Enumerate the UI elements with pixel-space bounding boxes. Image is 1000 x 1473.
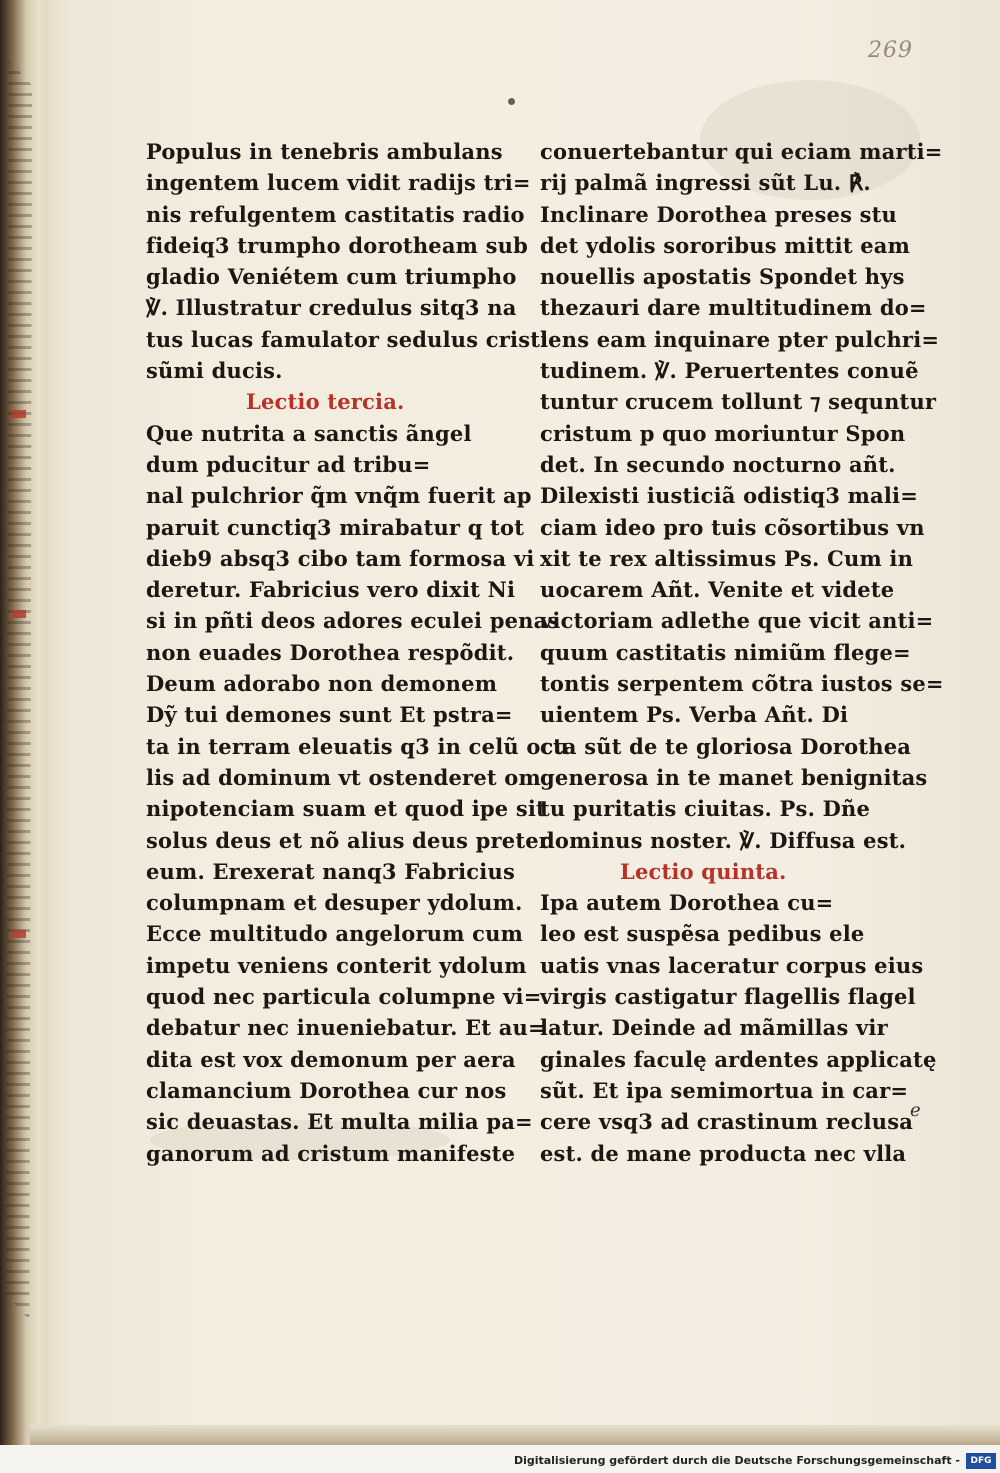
text-line: cere vsq3 ad crastinum reclusa xyxy=(540,1109,914,1135)
text-line: solus deus et nõ alius deus preter xyxy=(146,827,551,853)
text-line: ta in terram eleuatis q3 in celũ ocu xyxy=(146,733,570,759)
text-line: ganorum ad cristum manifeste xyxy=(146,1140,516,1166)
text-line: debatur nec inueniebatur. Et au= xyxy=(146,1015,546,1041)
facing-page-text xyxy=(6,60,32,1320)
text-line: paruit cunctiq3 mirabatur q tot xyxy=(146,514,525,540)
dfg-logo-icon: DFG xyxy=(966,1453,996,1469)
text-line: victoriam adlethe que vicit anti= xyxy=(540,608,934,634)
lectio-heading: Lectio tercia. xyxy=(246,389,405,415)
text-line: nis refulgentem castitatis radio xyxy=(146,201,525,227)
text-line: Dỹ tui demones sunt Et pstra= xyxy=(146,702,513,728)
text-line: sũmi ducis. xyxy=(146,358,283,384)
margin-mark: ℯ xyxy=(910,1100,921,1121)
right-text-column xyxy=(540,136,944,1169)
text-line: cristum p quo moriuntur Spon xyxy=(540,420,906,446)
text-line: det. In secundo nocturno añt. xyxy=(540,451,896,477)
left-text-column xyxy=(146,136,570,1169)
book-spine xyxy=(0,0,48,1473)
text-line: tu puritatis ciuitas. Ps. Dñe xyxy=(540,796,871,822)
text-line: virgis castigatur flagellis flagel xyxy=(540,984,916,1010)
text-line: det ydolis sororibus mittit eam xyxy=(540,232,911,258)
text-line: dominus noster. ℣. Diffusa est. xyxy=(540,827,907,853)
text-line: quod nec particula columpne vi= xyxy=(146,984,542,1010)
text-line: leo est suspẽsa pedibus ele xyxy=(540,921,865,947)
text-line: ginales faculę ardentes applicatę xyxy=(540,1046,937,1072)
text-line: impetu veniens conterit ydolum xyxy=(146,952,527,978)
text-line: lens eam inquinare pter pulchri= xyxy=(540,326,940,352)
page-mark xyxy=(508,98,515,105)
text-line: uatis vnas laceratur corpus eius xyxy=(540,952,924,978)
text-line: rij palmã ingressi sũt Lu. ℟. xyxy=(540,170,871,196)
facing-page-rubric xyxy=(12,930,26,938)
text-line: Ecce multitudo angelorum cum xyxy=(146,921,524,947)
digitization-footer xyxy=(0,1452,1000,1473)
text-line: clamancium Dorothea cur nos xyxy=(146,1077,507,1103)
text-line: sic deuastas. Et multa milia pa= xyxy=(146,1109,533,1135)
lectio-heading: Lectio quinta. xyxy=(620,858,787,884)
text-line: tuntur crucem tollunt ⁊ sequntur xyxy=(540,389,937,415)
text-line: columpnam et desuper ydolum. xyxy=(146,890,523,916)
text-line: dieb9 absq3 cibo tam formosa vi xyxy=(146,545,535,571)
text-line: thezauri dare multitudinem do= xyxy=(540,295,927,321)
text-line: Inclinare Dorothea preses stu xyxy=(540,201,897,227)
text-line: uocarem Añt. Venite et videte xyxy=(540,577,895,603)
text-line: Deum adorabo non demonem xyxy=(146,671,498,697)
text-line: conuertebantur qui eciam marti= xyxy=(540,139,943,164)
text-line: non euades Dorothea respõdit. xyxy=(146,639,515,665)
text-line: si in pñti deos adores eculei penas xyxy=(146,608,560,634)
text-line: nal pulchrior q̃m vnq̃m fuerit ap xyxy=(146,483,532,509)
text-line: Dilexisti iusticiã odistiq3 mali= xyxy=(540,483,919,509)
text-line: latur. Deinde ad mãmillas vir xyxy=(540,1015,888,1041)
text-line: quum castitatis nimiũm flege= xyxy=(540,639,911,665)
facing-page-rubric xyxy=(12,410,26,418)
page-bottom-edge xyxy=(30,1425,1000,1445)
text-line: tus lucas famulator sedulus cristi xyxy=(146,326,549,352)
text-line: dita est vox demonum per aera xyxy=(146,1046,516,1072)
text-line: nipotenciam suam et quod ipe sit xyxy=(146,796,546,822)
text-line: eum. Erexerat nanq3 Fabricius xyxy=(146,858,515,884)
facing-page-rubric xyxy=(12,610,26,618)
text-line: cta sũt de te gloriosa Dorothea xyxy=(540,733,912,759)
text-line: Populus in tenebris ambulans xyxy=(146,139,503,164)
text-line: generosa in te manet benignitas xyxy=(540,764,928,790)
text-line: fideiq3 trumpho dorotheam sub xyxy=(146,232,528,258)
footer-credit: Digitalisierung gefördert durch die Deutsche Forschungsgemeinschaft - xyxy=(513,1454,960,1467)
text-line: ciam ideo pro tuis cõsortibus vn xyxy=(540,514,925,540)
text-line: sũt. Et ipa semimortua in car= xyxy=(540,1077,909,1103)
text-line: xit te rex altissimus Ps. Cum in xyxy=(540,545,914,571)
text-line: lis ad dominum vt ostenderet om xyxy=(146,764,541,790)
text-line: deretur. Fabricius vero dixit Ni xyxy=(146,577,516,603)
text-line: dum pducitur ad tribu= xyxy=(146,451,431,477)
text-line: tontis serpentem cõtra iustos se= xyxy=(540,671,944,697)
text-line: gladio Veniétem cum triumpho xyxy=(146,264,517,290)
text-line: Que nutrita a sanctis ãngel xyxy=(146,420,472,446)
text-line: uientem Ps. Verba Añt. Di xyxy=(540,702,849,728)
text-line: Ipa autem Dorothea cu= xyxy=(540,890,834,916)
text-line: ingentem lucem vidit radijs tri= xyxy=(146,170,531,196)
text-line: nouellis apostatis Spondet hys xyxy=(540,264,905,290)
folio-number: 269 xyxy=(868,38,913,63)
text-line: ℣. Illustratur credulus sitq3 na xyxy=(146,295,517,321)
text-line: est. de mane producta nec vlla xyxy=(540,1140,907,1166)
text-line: tudinem. ℣. Peruertentes conuẽ xyxy=(540,358,919,384)
